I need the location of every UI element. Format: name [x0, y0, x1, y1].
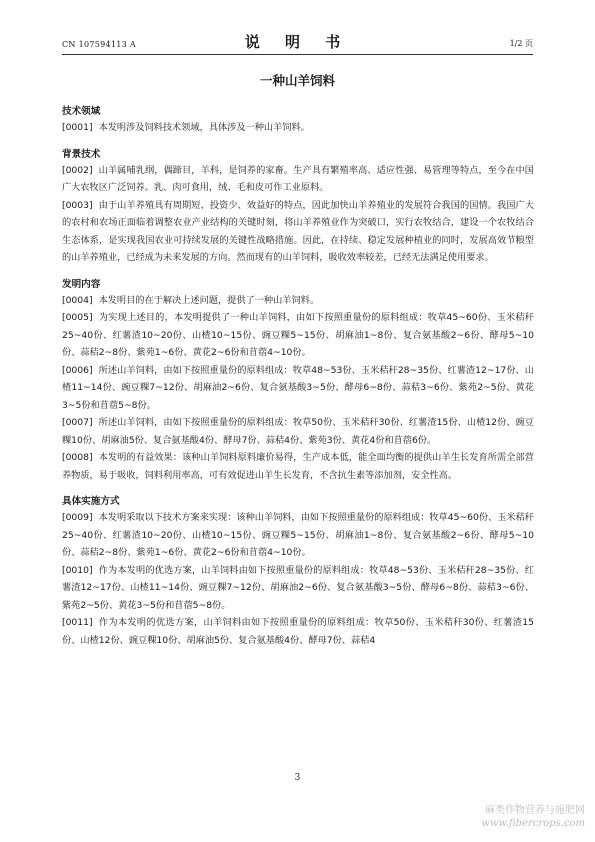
paragraph-text: 由于山羊养殖具有周期短、投资少、效益好的特点，因此加快山羊养殖业的发展符合我国的国情。我国广大的农村和农场正面临着调整农业产业结构的关键时刻，将山羊养殖业作为突破口，实行农牧结合，建设一个农牧结合生态体系，是实现我国农业可持续发展的关键性战略措施。因此，在持续、稳定发展种植业的同时，发展高效节粮型的山羊养殖业，已经成为未来发展的方向。然而现有的山羊饲料，吸收效率较差，已经无法满足使用要求。 [62, 199, 534, 263]
paragraph-text: 山羊属哺乳纲，偶蹄目，羊科，是饲养的家畜。生产具有繁殖率高、适应性强、易管理等特点，至今在中国广大农牧区广泛饲养。乳、肉可食用，绒、毛和皮可作工业原料。 [62, 164, 534, 193]
document-title: 一种山羊饲料 [259, 73, 335, 88]
section-heading: 具体实施方式 [62, 496, 120, 507]
paragraph-number: [0004] [62, 294, 93, 306]
paragraph [62, 162, 534, 197]
watermark-name: 麻类作物营养与施肥网 [485, 805, 585, 816]
paragraph-number: [0008] [62, 452, 93, 463]
paragraph [62, 292, 534, 310]
paragraph [62, 449, 534, 484]
paragraph-text: 为实现上述目的，本发明提供了一种山羊饲料，由如下按照重量份的原料组成：牧草45~60份、玉米秸秆25~40份、红薯渣10~20份、山楂10~15份、豌豆粿5~15份、胡麻油1~8份、复合氨基酸2~6份、酵母5~10份、蒜秸2~8份、紫苑1~6份、黄花2~6份和苜蓿4~10份。 [62, 312, 534, 358]
paragraph [62, 562, 534, 615]
paragraph-number: [0001] [62, 122, 93, 133]
publication-number: CN 107594113 A [62, 40, 136, 49]
paragraph-number: [0003] [62, 199, 93, 211]
paragraph-number: [0010] [62, 564, 93, 576]
paragraph [62, 614, 534, 649]
paragraph-text: 本发明采取以下技术方案来实现：该种山羊饲料，由如下按照重量份的原料组成：牧草45~60份、玉米秸秆25~40份、红薯渣10~20份、山楂10~15份、豌豆粿5~15份、胡麻油1~8份、复合氨基酸2~6份、酵母5~10份、蒜秸2~8份、紫苑1~6份、黄花2~6份和苜蓿4~10份。 [62, 512, 534, 558]
paragraph-text: 本发明涉及饲料技术领域，具体涉及一种山羊饲料。 [98, 122, 310, 133]
paragraph [62, 309, 534, 362]
paragraph-number: [0006] [62, 364, 93, 376]
paragraph-text: 作为本发明的优选方案，山羊饲料由如下按照重量份的原料组成：牧草48~53份、玉米秸秆28~35份、红薯渣12~17份、山楂11~14份、豌豆粿7~12份、胡麻油2~6份、复合氨基酸3~5份、酵母6~8份、蒜秸3~6份、紫苑2~5份、黄花3~5份和苜蓿5~8份。 [62, 564, 534, 611]
section-heading: 技术领域 [62, 106, 101, 117]
paragraph-number: [0011] [62, 617, 93, 628]
paragraph [62, 414, 534, 449]
page-header [62, 32, 533, 55]
paragraph [62, 119, 534, 137]
paragraph-text: 本发明的有益效果：该种山羊饲料原料廉价易得，生产成本低，能全面均衡的提供山羊生长发育所需全部营养物质，易于吸收，饲料利用率高，可有效促进山羊生长发育，不含抗生素等添加剂，安全性高。 [62, 452, 534, 481]
section-heading: 发明内容 [62, 278, 101, 290]
paragraph-number: [0007] [62, 417, 93, 428]
paragraph-number: [0009] [62, 512, 93, 523]
paragraph [62, 509, 534, 562]
paragraph [62, 197, 534, 267]
section-heading: 背景技术 [62, 148, 101, 160]
page-count: 1/2 页 [509, 39, 533, 48]
paragraph [62, 362, 534, 415]
paragraph-number: [0005] [62, 312, 93, 323]
document-body [62, 104, 534, 649]
paragraph-text: 本发明目的在于解决上述问题，提供了一种山羊饲料。 [98, 294, 320, 306]
paragraph-number: [0002] [62, 164, 93, 176]
paragraph-text: 所述山羊饲料，由如下按照重量份的原料组成：牧草50份、玉米秸秆30份、红薯渣15份、山楂12份、豌豆粿10份、胡麻油5份、复合氨基酸4份、酵母7份、蒜秸4份、紫苑3份、黄花4份和苜蓿6份。 [62, 417, 534, 446]
page-number: 3 [294, 773, 301, 783]
paragraph-text: 作为本发明的优选方案，山羊饲料由如下按照重量份的原料组成：牧草50份、玉米秸秆30份、红薯渣15份、山楂12份、豌豆粿10份、胡麻油5份、复合氨基酸4份、酵母7份、蒜秸4 [62, 617, 534, 646]
document-type: 说 明 书 [244, 33, 351, 51]
watermark-url: www.fibercrops.com [481, 818, 585, 829]
paragraph-text: 所述山羊饲料，由如下按照重量份的原料组成：牧草48~53份、玉米秸秆28~35份、红薯渣12~17份、山楂11~14份、豌豆粿7~12份、胡麻油2~6份、复合氨基酸3~5份、酵母6~8份、蒜秸3~6份、紫苑2~5份、黄花3~5份和苜蓿5~8份。 [62, 364, 534, 411]
site-watermark [481, 804, 585, 830]
